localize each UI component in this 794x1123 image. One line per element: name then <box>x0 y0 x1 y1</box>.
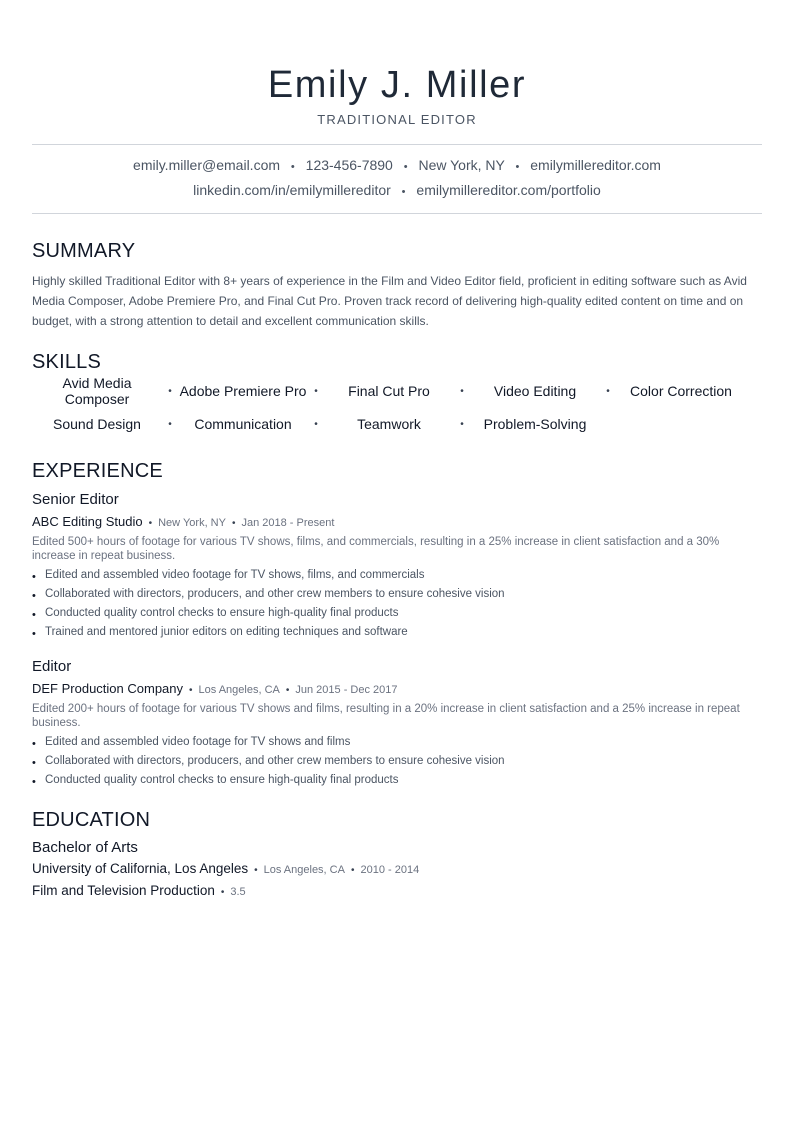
meta-separator: • <box>254 865 258 876</box>
contact-separator: • <box>515 161 520 173</box>
skill-separator: • <box>314 418 318 430</box>
skills-row <box>32 408 762 440</box>
resume-header <box>32 0 762 128</box>
meta-separator: • <box>350 865 355 876</box>
skills-row <box>32 374 762 408</box>
job-description: Edited 200+ hours of footage for various TV shows and films, resulting in a 20% increase in client satisfaction and a 25% increase in repeat business. <box>32 703 740 729</box>
list-item: • Trained and mentored junior editors on editing techniques and software <box>32 623 762 642</box>
job-description: Edited 500+ hours of footage for various TV shows, films, and commercials, resulting in a 25% increase in client satisfaction and a 30% increase in repeat business. <box>32 536 720 562</box>
skill-label: Communication <box>194 416 292 432</box>
education-school: University of California, Los Angeles <box>32 861 249 876</box>
skill-item <box>178 383 324 399</box>
meta-separator: • <box>189 685 193 696</box>
skill-separator: • <box>460 418 464 430</box>
list-item: • Collaborated with directors, producers, and other crew members to ensure cohesive vision <box>32 752 762 771</box>
job-bullets <box>32 733 762 790</box>
summary-title: SUMMARY <box>32 240 136 262</box>
skill-separator: • <box>168 418 172 430</box>
job-dates: Jan 2018 - Present <box>241 517 335 529</box>
contact-location: New York, NY <box>418 157 505 173</box>
skill-item <box>178 416 324 432</box>
contact-line-1 <box>32 154 762 179</box>
candidate-name: Emily J. Miller <box>267 64 527 106</box>
education-school-line <box>32 861 762 879</box>
list-item: • Edited and assembled video footage for TV shows and films <box>32 733 762 752</box>
education-field-line <box>32 883 762 901</box>
job-meta <box>32 514 762 532</box>
job-location: New York, NY <box>158 517 226 529</box>
contact-info <box>32 145 762 213</box>
contact-linkedin[interactable]: linkedin.com/in/emilymillereditor <box>193 182 391 198</box>
job-location: Los Angeles, CA <box>198 684 280 696</box>
job-meta <box>32 681 762 699</box>
skill-separator: • <box>606 385 610 397</box>
job-entry <box>32 491 762 642</box>
skill-separator: • <box>314 385 318 397</box>
list-item: • Collaborated with directors, producers, and other crew members to ensure cohesive vision <box>32 585 762 604</box>
meta-separator: • <box>220 887 225 898</box>
skills-title: SKILLS <box>32 351 102 373</box>
skill-label: Problem-Solving <box>483 416 587 432</box>
job-role: Editor <box>32 658 72 675</box>
contact-separator: • <box>401 186 406 198</box>
skill-item <box>32 416 178 432</box>
contact-separator: • <box>403 161 408 173</box>
education-dates: 2010 - 2014 <box>360 864 420 876</box>
skill-item <box>324 383 470 399</box>
education-title: EDUCATION <box>32 809 151 831</box>
list-item: • Edited and assembled video footage for TV shows, films, and commercials <box>32 566 762 585</box>
skill-label: Video Editing <box>493 383 577 399</box>
contact-separator: • <box>290 161 295 173</box>
education-location: Los Angeles, CA <box>263 864 345 876</box>
job-company: ABC Editing Studio <box>32 514 143 529</box>
job-headline: TRADITIONAL EDITOR <box>317 112 477 127</box>
contact-email[interactable]: emily.miller@email.com <box>133 157 281 173</box>
contact-line-2 <box>32 179 762 204</box>
meta-separator: • <box>285 685 290 696</box>
summary-text: Highly skilled Traditional Editor with 8+ years of experience in the Film and Video Editor field, proficient in editing software such as Avid Media Composer, Adobe Premiere Pro, and Final Cut Pro. Proven track record of delivering high-quality edited content on time and on budget, with a strong attention to detail and excellent communication skills. <box>32 274 747 328</box>
skill-separator: • <box>460 385 464 397</box>
skill-item <box>324 416 470 432</box>
contact-portfolio[interactable]: emilymillereditor.com/portfolio <box>416 182 601 198</box>
skill-label: Final Cut Pro <box>348 383 430 399</box>
experience-title: EXPERIENCE <box>32 460 163 482</box>
meta-separator: • <box>148 518 153 529</box>
contact-divider <box>32 213 762 214</box>
skill-label: Avid Media Composer <box>62 375 132 407</box>
skill-label: Adobe Premiere Pro <box>179 383 307 399</box>
skill-item <box>32 375 178 407</box>
education-degree: Bachelor of Arts <box>32 839 138 856</box>
skill-label: Color Correction <box>630 383 732 399</box>
summary-section <box>32 239 762 331</box>
job-entry <box>32 658 762 790</box>
skill-item <box>470 416 616 432</box>
skill-separator: • <box>168 385 172 397</box>
job-bullets <box>32 566 762 642</box>
education-field: Film and Television Production <box>32 883 215 898</box>
job-dates: Jun 2015 - Dec 2017 <box>295 684 398 696</box>
list-item: • Conducted quality control checks to ensure high-quality final products <box>32 771 762 790</box>
skills-list <box>32 374 762 440</box>
experience-section <box>32 459 762 790</box>
meta-separator: • <box>231 518 236 529</box>
list-item: • Conducted quality control checks to ensure high-quality final products <box>32 604 762 623</box>
skills-section <box>32 350 762 440</box>
education-gpa: 3.5 <box>230 886 246 898</box>
skill-item <box>470 383 616 399</box>
contact-website[interactable]: emilymillereditor.com <box>530 157 661 173</box>
job-role: Senior Editor <box>32 491 119 508</box>
education-section <box>32 808 762 901</box>
skill-label: Sound Design <box>53 416 141 432</box>
contact-phone[interactable]: 123-456-7890 <box>305 157 393 173</box>
skill-label: Teamwork <box>357 416 421 432</box>
skill-item <box>616 383 762 399</box>
job-company: DEF Production Company <box>32 681 184 696</box>
